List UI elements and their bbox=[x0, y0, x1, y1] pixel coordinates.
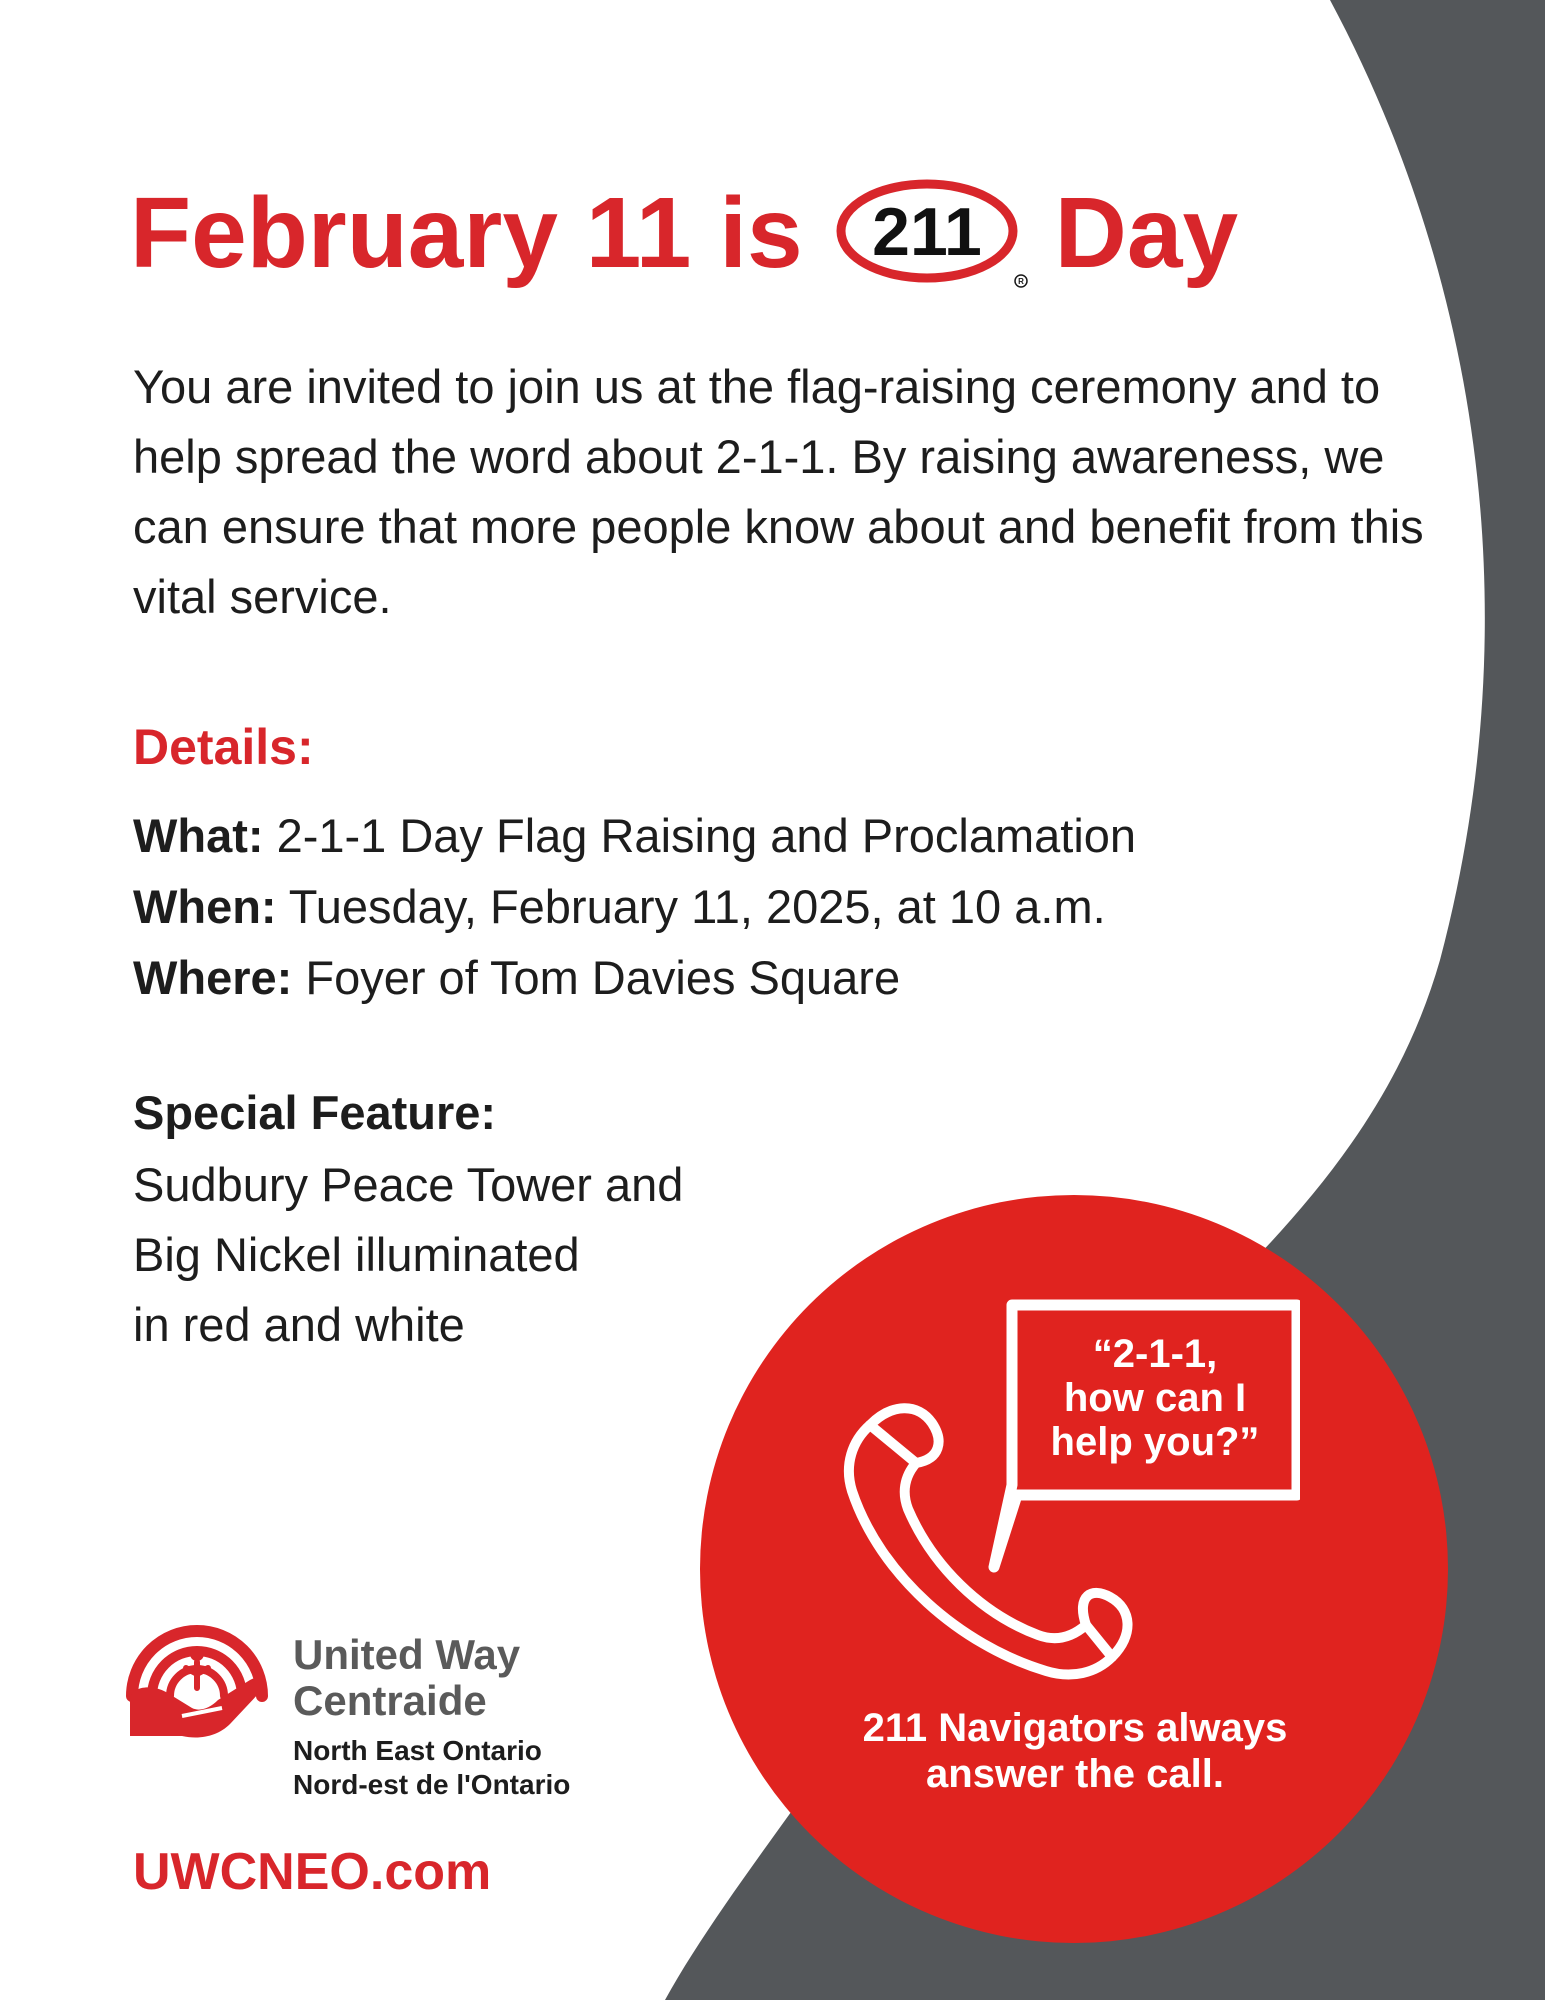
what-value: 2-1-1 Day Flag Raising and Proclamation bbox=[276, 809, 1137, 862]
detail-what bbox=[133, 800, 1136, 871]
special-feature-heading: Special Feature: bbox=[133, 1086, 497, 1139]
bubble-line-3: help you?” bbox=[1050, 1420, 1260, 1464]
page-title bbox=[130, 168, 1238, 298]
intro-paragraph: You are invited to join us at the flag-raising ceremony and to help spread the word about 2-1-1. By raising awareness, we can ensure that more people know about and benefit from this vital service. bbox=[133, 360, 1424, 623]
speech-bubble-text bbox=[1028, 1332, 1282, 1464]
detail-where bbox=[133, 942, 1136, 1013]
united-way-hand-icon bbox=[122, 1596, 272, 1746]
navigators-line-1: 211 Navigators always bbox=[862, 1706, 1288, 1750]
detail-when bbox=[133, 871, 1136, 942]
navigators-line-2: answer the call. bbox=[926, 1752, 1224, 1796]
when-label: When: bbox=[133, 880, 277, 933]
svg-text:R: R bbox=[1017, 277, 1024, 286]
special-line-2: Big Nickel illuminated bbox=[133, 1228, 580, 1281]
title-after: Day bbox=[1054, 176, 1239, 289]
badge-text: 211 bbox=[871, 194, 982, 270]
title-before: February 11 is bbox=[130, 176, 803, 289]
what-label: What: bbox=[133, 809, 264, 862]
logo-region-line-2: Nord-est de l'Ontario bbox=[293, 1769, 571, 1800]
logo-name-line-2: Centraide bbox=[293, 1677, 487, 1724]
details-heading: Details: bbox=[133, 719, 314, 775]
special-line-3: in red and white bbox=[133, 1298, 465, 1351]
bubble-line-1: “2-1-1, bbox=[1092, 1332, 1218, 1376]
logo-region bbox=[293, 1734, 570, 1802]
details-list bbox=[133, 800, 1136, 1013]
logo-name-line-1: United Way bbox=[293, 1631, 521, 1678]
special-feature-text bbox=[133, 1150, 833, 1360]
website-link[interactable]: UWCNEO.com bbox=[133, 1843, 492, 1901]
logo-name bbox=[293, 1632, 520, 1724]
when-value: Tuesday, February 11, 2025, at 10 a.m. bbox=[288, 880, 1106, 933]
bubble-line-2: how can I bbox=[1063, 1376, 1247, 1420]
navigators-text bbox=[780, 1705, 1370, 1797]
special-line-1: Sudbury Peace Tower and bbox=[133, 1158, 684, 1211]
211-badge-icon bbox=[833, 177, 1029, 289]
where-label: Where: bbox=[133, 951, 293, 1004]
where-value: Foyer of Tom Davies Square bbox=[305, 951, 901, 1004]
logo-region-line-1: North East Ontario bbox=[293, 1735, 542, 1766]
